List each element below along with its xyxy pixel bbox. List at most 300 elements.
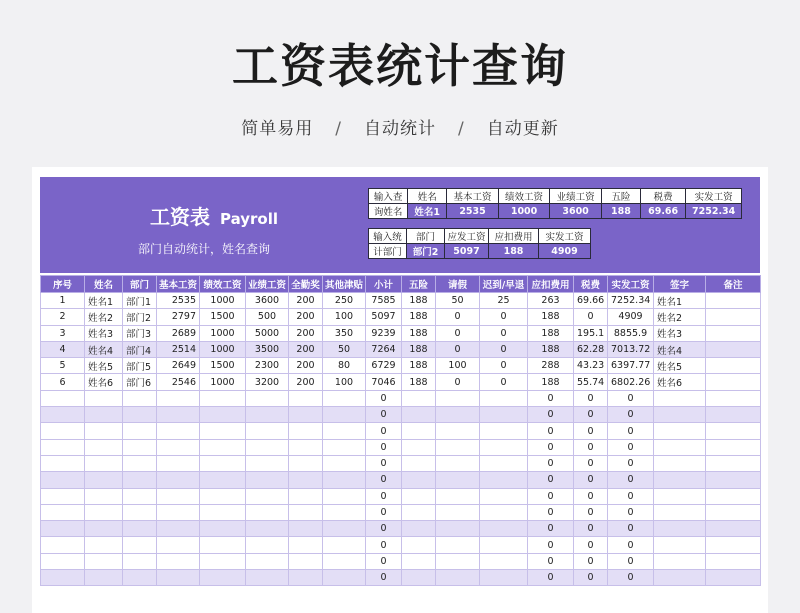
table-cell[interactable]: 0 xyxy=(436,374,480,390)
table-cell[interactable]: 0 xyxy=(366,472,402,488)
table-cell[interactable]: 0 xyxy=(480,341,528,357)
table-cell[interactable] xyxy=(323,472,366,488)
table-cell[interactable]: 8855.9 xyxy=(608,325,654,341)
table-cell[interactable] xyxy=(123,570,157,586)
table-cell[interactable] xyxy=(402,504,436,520)
table-cell[interactable] xyxy=(654,407,706,423)
table-cell[interactable] xyxy=(706,309,761,325)
table-cell[interactable]: 7252.34 xyxy=(608,293,654,309)
table-cell[interactable] xyxy=(323,439,366,455)
table-cell[interactable] xyxy=(706,455,761,471)
table-cell[interactable]: 姓名4 xyxy=(654,341,706,357)
table-cell[interactable]: 200 xyxy=(289,341,323,357)
table-cell[interactable] xyxy=(706,390,761,406)
table-cell[interactable]: 188 xyxy=(402,293,436,309)
table-cell[interactable]: 1500 xyxy=(200,309,246,325)
table-cell[interactable]: 0 xyxy=(574,472,608,488)
table-cell[interactable]: 0 xyxy=(574,553,608,569)
table-cell[interactable] xyxy=(323,504,366,520)
table-cell[interactable]: 0 xyxy=(574,309,608,325)
table-cell[interactable] xyxy=(436,570,480,586)
table-cell[interactable] xyxy=(246,521,289,537)
table-cell[interactable]: 0 xyxy=(574,488,608,504)
table-cell[interactable]: 200 xyxy=(289,293,323,309)
table-cell[interactable] xyxy=(402,407,436,423)
table-cell[interactable] xyxy=(402,488,436,504)
table-cell[interactable] xyxy=(41,537,85,553)
table-cell[interactable] xyxy=(706,358,761,374)
table-cell[interactable] xyxy=(157,537,200,553)
table-cell[interactable]: 姓名4 xyxy=(85,341,123,357)
table-cell[interactable] xyxy=(85,407,123,423)
table-cell[interactable] xyxy=(654,504,706,520)
table-cell[interactable] xyxy=(289,423,323,439)
table-cell[interactable] xyxy=(123,407,157,423)
table-cell[interactable] xyxy=(41,423,85,439)
table-cell[interactable] xyxy=(436,553,480,569)
table-cell[interactable] xyxy=(323,390,366,406)
table-cell[interactable] xyxy=(246,423,289,439)
table-cell[interactable] xyxy=(41,570,85,586)
table-cell[interactable]: 0 xyxy=(574,390,608,406)
table-cell[interactable]: 188 xyxy=(402,341,436,357)
table-cell[interactable]: 7585 xyxy=(366,293,402,309)
table-cell[interactable]: 2649 xyxy=(157,358,200,374)
table-cell[interactable]: 6397.77 xyxy=(608,358,654,374)
table-cell[interactable]: 0 xyxy=(608,472,654,488)
table-cell[interactable] xyxy=(289,439,323,455)
table-cell[interactable] xyxy=(480,455,528,471)
table-cell[interactable] xyxy=(246,553,289,569)
table-cell[interactable]: 5097 xyxy=(366,309,402,325)
table-cell[interactable] xyxy=(157,570,200,586)
table-cell[interactable]: 0 xyxy=(528,390,574,406)
table-cell[interactable] xyxy=(246,439,289,455)
table-cell[interactable]: 0 xyxy=(528,553,574,569)
table-cell[interactable] xyxy=(157,521,200,537)
table-cell[interactable] xyxy=(123,488,157,504)
table-cell[interactable] xyxy=(323,407,366,423)
table-cell[interactable]: 55.74 xyxy=(574,374,608,390)
table-cell[interactable]: 0 xyxy=(366,488,402,504)
table-cell[interactable]: 3500 xyxy=(246,341,289,357)
table-cell[interactable]: 4 xyxy=(41,341,85,357)
table-cell[interactable] xyxy=(436,537,480,553)
table-cell[interactable] xyxy=(123,455,157,471)
table-cell[interactable] xyxy=(41,390,85,406)
table-cell[interactable]: 200 xyxy=(289,358,323,374)
table-cell[interactable]: 4909 xyxy=(608,309,654,325)
table-cell[interactable]: 0 xyxy=(528,504,574,520)
table-cell[interactable]: 7046 xyxy=(366,374,402,390)
table-cell[interactable]: 7264 xyxy=(366,341,402,357)
table-cell[interactable]: 2300 xyxy=(246,358,289,374)
table-cell[interactable] xyxy=(246,455,289,471)
table-cell[interactable]: 1000 xyxy=(200,374,246,390)
table-cell[interactable]: 100 xyxy=(323,309,366,325)
table-cell[interactable]: 0 xyxy=(574,439,608,455)
table-cell[interactable]: 0 xyxy=(528,521,574,537)
table-cell[interactable]: 部门4 xyxy=(123,341,157,357)
table-cell[interactable] xyxy=(289,407,323,423)
table-cell[interactable] xyxy=(157,504,200,520)
table-cell[interactable]: 188 xyxy=(528,341,574,357)
table-cell[interactable]: 0 xyxy=(528,472,574,488)
table-cell[interactable]: 0 xyxy=(608,553,654,569)
table-cell[interactable] xyxy=(289,537,323,553)
table-cell[interactable] xyxy=(323,537,366,553)
table-cell[interactable]: 0 xyxy=(574,455,608,471)
table-cell[interactable] xyxy=(200,537,246,553)
table-cell[interactable] xyxy=(200,407,246,423)
table-cell[interactable]: 0 xyxy=(480,358,528,374)
table-cell[interactable] xyxy=(200,439,246,455)
table-cell[interactable] xyxy=(402,537,436,553)
table-cell[interactable]: 2546 xyxy=(157,374,200,390)
table-cell[interactable] xyxy=(480,521,528,537)
table-cell[interactable]: 25 xyxy=(480,293,528,309)
table-cell[interactable] xyxy=(480,488,528,504)
table-cell[interactable] xyxy=(706,341,761,357)
table-cell[interactable] xyxy=(436,488,480,504)
table-cell[interactable] xyxy=(246,407,289,423)
table-cell[interactable]: 3 xyxy=(41,325,85,341)
table-cell[interactable]: 0 xyxy=(366,423,402,439)
table-cell[interactable] xyxy=(41,553,85,569)
table-cell[interactable] xyxy=(246,488,289,504)
table-cell[interactable]: 0 xyxy=(366,553,402,569)
table-cell[interactable] xyxy=(200,504,246,520)
table-cell[interactable] xyxy=(200,521,246,537)
table-cell[interactable]: 80 xyxy=(323,358,366,374)
table-cell[interactable]: 0 xyxy=(574,504,608,520)
table-cell[interactable]: 0 xyxy=(528,570,574,586)
table-cell[interactable] xyxy=(436,407,480,423)
table-cell[interactable]: 0 xyxy=(528,455,574,471)
table-cell[interactable]: 部门2 xyxy=(123,309,157,325)
table-cell[interactable]: 2689 xyxy=(157,325,200,341)
table-cell[interactable] xyxy=(85,390,123,406)
table-cell[interactable] xyxy=(436,455,480,471)
table-cell[interactable]: 350 xyxy=(323,325,366,341)
table-cell[interactable] xyxy=(402,570,436,586)
table-cell[interactable]: 0 xyxy=(436,325,480,341)
table-cell[interactable] xyxy=(85,488,123,504)
table-cell[interactable] xyxy=(480,439,528,455)
table-cell[interactable] xyxy=(289,553,323,569)
table-cell[interactable] xyxy=(41,407,85,423)
table-cell[interactable] xyxy=(323,423,366,439)
table-cell[interactable] xyxy=(480,407,528,423)
table-cell[interactable]: 0 xyxy=(608,407,654,423)
table-cell[interactable]: 0 xyxy=(480,309,528,325)
table-cell[interactable]: 1000 xyxy=(200,325,246,341)
table-cell[interactable]: 部门6 xyxy=(123,374,157,390)
table-cell[interactable] xyxy=(402,423,436,439)
table-cell[interactable] xyxy=(41,472,85,488)
table-cell[interactable]: 姓名6 xyxy=(654,374,706,390)
table-cell[interactable]: 0 xyxy=(366,390,402,406)
table-cell[interactable] xyxy=(289,472,323,488)
table-cell[interactable]: 188 xyxy=(402,325,436,341)
table-cell[interactable] xyxy=(85,521,123,537)
table-cell[interactable] xyxy=(200,423,246,439)
table-cell[interactable]: 部门1 xyxy=(123,293,157,309)
table-cell[interactable]: 288 xyxy=(528,358,574,374)
table-cell[interactable] xyxy=(402,455,436,471)
table-cell[interactable] xyxy=(200,570,246,586)
table-cell[interactable] xyxy=(654,553,706,569)
table-cell[interactable]: 0 xyxy=(366,455,402,471)
table-cell[interactable] xyxy=(706,472,761,488)
table-cell[interactable] xyxy=(323,521,366,537)
table-cell[interactable] xyxy=(480,504,528,520)
table-cell[interactable] xyxy=(289,521,323,537)
table-cell[interactable]: 6729 xyxy=(366,358,402,374)
table-cell[interactable] xyxy=(289,488,323,504)
table-cell[interactable] xyxy=(123,423,157,439)
table-cell[interactable] xyxy=(123,390,157,406)
table-cell[interactable] xyxy=(289,390,323,406)
table-cell[interactable] xyxy=(654,472,706,488)
table-cell[interactable]: 姓名3 xyxy=(654,325,706,341)
table-cell[interactable]: 7013.72 xyxy=(608,341,654,357)
table-cell[interactable] xyxy=(200,488,246,504)
table-cell[interactable] xyxy=(41,488,85,504)
table-cell[interactable]: 0 xyxy=(366,570,402,586)
table-cell[interactable] xyxy=(157,423,200,439)
table-cell[interactable] xyxy=(706,488,761,504)
table-cell[interactable]: 263 xyxy=(528,293,574,309)
table-cell[interactable]: 188 xyxy=(402,374,436,390)
table-cell[interactable] xyxy=(706,553,761,569)
table-cell[interactable] xyxy=(289,504,323,520)
table-cell[interactable]: 1500 xyxy=(200,358,246,374)
table-cell[interactable]: 0 xyxy=(574,570,608,586)
table-cell[interactable] xyxy=(654,521,706,537)
table-cell[interactable]: 0 xyxy=(608,537,654,553)
table-cell[interactable] xyxy=(200,390,246,406)
table-cell[interactable]: 0 xyxy=(528,423,574,439)
table-cell[interactable]: 0 xyxy=(608,390,654,406)
table-cell[interactable] xyxy=(123,537,157,553)
table-cell[interactable] xyxy=(402,553,436,569)
table-cell[interactable]: 0 xyxy=(480,374,528,390)
table-cell[interactable] xyxy=(706,570,761,586)
table-cell[interactable]: 188 xyxy=(528,374,574,390)
table-cell[interactable]: 0 xyxy=(480,325,528,341)
table-cell[interactable] xyxy=(157,390,200,406)
table-cell[interactable] xyxy=(85,537,123,553)
table-cell[interactable] xyxy=(706,504,761,520)
table-cell[interactable] xyxy=(246,472,289,488)
table-cell[interactable]: 0 xyxy=(608,504,654,520)
table-cell[interactable]: 0 xyxy=(608,455,654,471)
table-cell[interactable]: 0 xyxy=(366,521,402,537)
table-cell[interactable]: 188 xyxy=(528,325,574,341)
name-query-value[interactable]: 姓名1 xyxy=(408,204,447,219)
table-cell[interactable] xyxy=(246,390,289,406)
table-cell[interactable]: 3600 xyxy=(246,293,289,309)
table-cell[interactable] xyxy=(436,423,480,439)
table-cell[interactable] xyxy=(436,504,480,520)
table-cell[interactable] xyxy=(123,521,157,537)
table-cell[interactable] xyxy=(157,488,200,504)
table-cell[interactable]: 43.23 xyxy=(574,358,608,374)
table-cell[interactable] xyxy=(706,407,761,423)
table-cell[interactable] xyxy=(85,472,123,488)
table-cell[interactable]: 0 xyxy=(608,521,654,537)
table-cell[interactable]: 6802.26 xyxy=(608,374,654,390)
table-cell[interactable]: 500 xyxy=(246,309,289,325)
table-cell[interactable]: 姓名5 xyxy=(85,358,123,374)
table-cell[interactable] xyxy=(200,553,246,569)
table-cell[interactable] xyxy=(85,455,123,471)
table-cell[interactable] xyxy=(402,439,436,455)
table-cell[interactable]: 9239 xyxy=(366,325,402,341)
table-cell[interactable] xyxy=(654,423,706,439)
table-cell[interactable] xyxy=(654,570,706,586)
table-cell[interactable]: 0 xyxy=(528,537,574,553)
table-cell[interactable] xyxy=(85,423,123,439)
table-cell[interactable]: 0 xyxy=(528,439,574,455)
table-cell[interactable]: 姓名3 xyxy=(85,325,123,341)
table-cell[interactable]: 姓名1 xyxy=(654,293,706,309)
table-cell[interactable] xyxy=(706,423,761,439)
table-cell[interactable]: 0 xyxy=(436,309,480,325)
table-cell[interactable] xyxy=(123,504,157,520)
table-cell[interactable] xyxy=(480,472,528,488)
table-cell[interactable]: 2514 xyxy=(157,341,200,357)
table-cell[interactable] xyxy=(436,521,480,537)
table-cell[interactable]: 1000 xyxy=(200,293,246,309)
table-cell[interactable] xyxy=(41,455,85,471)
table-cell[interactable] xyxy=(706,537,761,553)
table-cell[interactable] xyxy=(480,423,528,439)
table-cell[interactable]: 0 xyxy=(528,407,574,423)
table-cell[interactable]: 0 xyxy=(366,407,402,423)
table-cell[interactable]: 188 xyxy=(402,309,436,325)
table-cell[interactable] xyxy=(246,537,289,553)
table-cell[interactable]: 62.28 xyxy=(574,341,608,357)
table-cell[interactable]: 6 xyxy=(41,374,85,390)
table-cell[interactable]: 5000 xyxy=(246,325,289,341)
table-cell[interactable] xyxy=(402,390,436,406)
table-cell[interactable]: 0 xyxy=(366,504,402,520)
table-cell[interactable]: 1000 xyxy=(200,341,246,357)
table-cell[interactable] xyxy=(654,488,706,504)
table-cell[interactable]: 0 xyxy=(528,488,574,504)
table-cell[interactable]: 100 xyxy=(436,358,480,374)
table-cell[interactable] xyxy=(654,390,706,406)
table-cell[interactable] xyxy=(289,570,323,586)
table-cell[interactable] xyxy=(436,472,480,488)
table-cell[interactable] xyxy=(480,390,528,406)
table-cell[interactable]: 50 xyxy=(436,293,480,309)
table-cell[interactable] xyxy=(654,455,706,471)
table-cell[interactable]: 200 xyxy=(289,325,323,341)
table-cell[interactable] xyxy=(323,553,366,569)
table-cell[interactable]: 188 xyxy=(402,358,436,374)
table-cell[interactable]: 0 xyxy=(574,537,608,553)
table-cell[interactable] xyxy=(123,553,157,569)
table-cell[interactable]: 0 xyxy=(574,521,608,537)
table-cell[interactable] xyxy=(323,570,366,586)
table-cell[interactable] xyxy=(157,455,200,471)
table-cell[interactable]: 5 xyxy=(41,358,85,374)
table-cell[interactable]: 姓名1 xyxy=(85,293,123,309)
table-cell[interactable] xyxy=(323,455,366,471)
table-cell[interactable] xyxy=(436,390,480,406)
table-cell[interactable] xyxy=(246,570,289,586)
table-cell[interactable] xyxy=(157,439,200,455)
table-cell[interactable] xyxy=(41,439,85,455)
table-cell[interactable]: 100 xyxy=(323,374,366,390)
table-cell[interactable] xyxy=(480,537,528,553)
table-cell[interactable] xyxy=(157,553,200,569)
table-cell[interactable]: 3200 xyxy=(246,374,289,390)
table-cell[interactable] xyxy=(706,521,761,537)
table-cell[interactable]: 50 xyxy=(323,341,366,357)
table-cell[interactable] xyxy=(246,504,289,520)
table-cell[interactable] xyxy=(654,439,706,455)
table-cell[interactable]: 0 xyxy=(366,537,402,553)
table-cell[interactable] xyxy=(85,439,123,455)
table-cell[interactable]: 0 xyxy=(608,439,654,455)
table-cell[interactable]: 200 xyxy=(289,309,323,325)
table-cell[interactable] xyxy=(157,407,200,423)
table-cell[interactable] xyxy=(123,439,157,455)
table-cell[interactable] xyxy=(85,553,123,569)
table-cell[interactable]: 69.66 xyxy=(574,293,608,309)
table-cell[interactable] xyxy=(402,521,436,537)
table-cell[interactable] xyxy=(289,455,323,471)
table-cell[interactable]: 2 xyxy=(41,309,85,325)
table-cell[interactable]: 0 xyxy=(608,570,654,586)
table-cell[interactable] xyxy=(323,488,366,504)
table-cell[interactable]: 部门5 xyxy=(123,358,157,374)
table-cell[interactable]: 188 xyxy=(528,309,574,325)
table-cell[interactable] xyxy=(706,374,761,390)
table-cell[interactable] xyxy=(402,472,436,488)
table-cell[interactable] xyxy=(654,537,706,553)
table-cell[interactable] xyxy=(706,439,761,455)
table-cell[interactable] xyxy=(706,325,761,341)
table-cell[interactable]: 0 xyxy=(436,341,480,357)
table-cell[interactable]: 姓名2 xyxy=(85,309,123,325)
table-cell[interactable]: 0 xyxy=(608,488,654,504)
table-cell[interactable]: 200 xyxy=(289,374,323,390)
table-cell[interactable] xyxy=(480,570,528,586)
table-cell[interactable]: 0 xyxy=(574,423,608,439)
table-cell[interactable]: 2535 xyxy=(157,293,200,309)
table-cell[interactable]: 0 xyxy=(366,439,402,455)
table-cell[interactable]: 姓名2 xyxy=(654,309,706,325)
table-cell[interactable] xyxy=(41,521,85,537)
dept-query-value[interactable]: 部门2 xyxy=(407,244,445,259)
table-cell[interactable] xyxy=(706,293,761,309)
table-cell[interactable] xyxy=(85,570,123,586)
table-cell[interactable]: 195.1 xyxy=(574,325,608,341)
table-cell[interactable] xyxy=(41,504,85,520)
table-cell[interactable]: 姓名5 xyxy=(654,358,706,374)
table-cell[interactable]: 0 xyxy=(574,407,608,423)
table-cell[interactable]: 2797 xyxy=(157,309,200,325)
table-cell[interactable]: 姓名6 xyxy=(85,374,123,390)
table-cell[interactable]: 250 xyxy=(323,293,366,309)
table-cell[interactable] xyxy=(157,472,200,488)
table-cell[interactable] xyxy=(85,504,123,520)
